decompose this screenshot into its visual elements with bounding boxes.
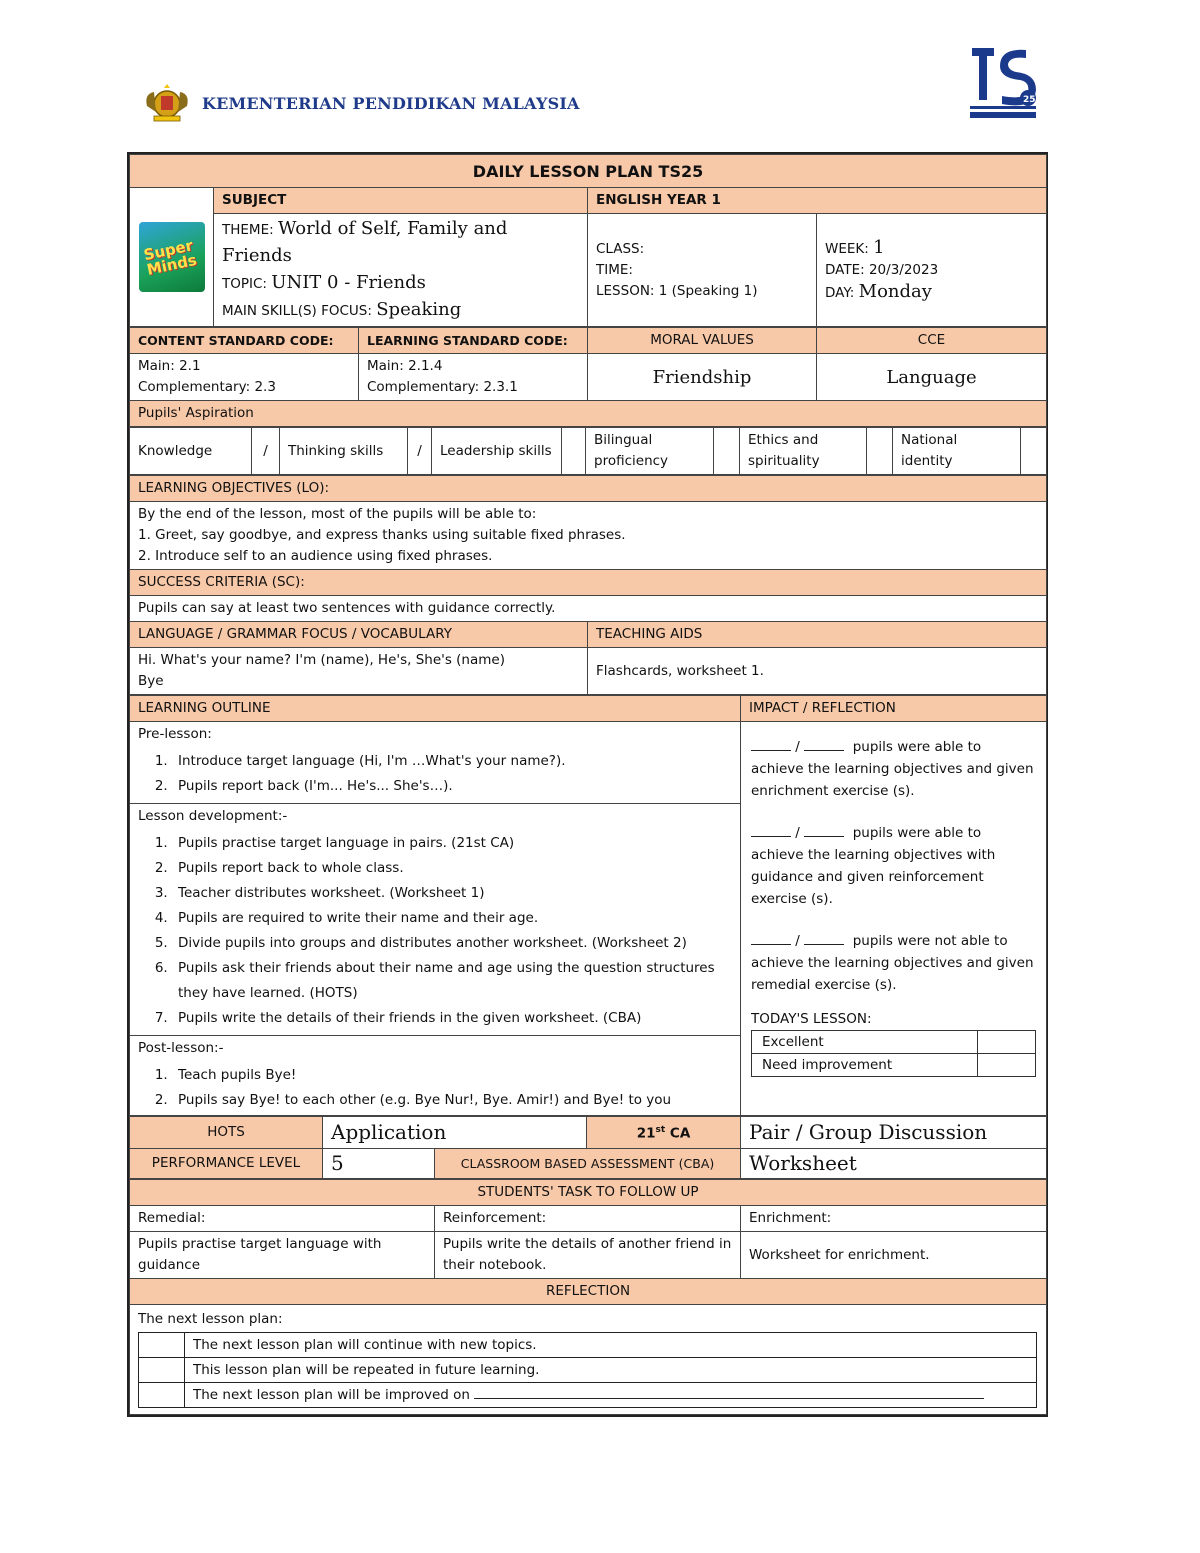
textbook-cover-icon: Super Minds bbox=[139, 222, 205, 292]
next-option-box[interactable] bbox=[139, 1333, 185, 1358]
impact-remedial-text: pupils were not able to achieve the learning objectives and given remedial exercise (s). bbox=[751, 933, 1034, 993]
class-time-cell bbox=[588, 214, 817, 327]
development-item: 3. Teacher distributes worksheet. (Worksheet 1) bbox=[172, 881, 732, 906]
date-value: 20/3/2023 bbox=[868, 261, 939, 278]
teaching-aids-value: Flashcards, worksheet 1. bbox=[588, 648, 1047, 695]
textbook-cover bbox=[130, 188, 214, 327]
plan-title: DAILY LESSON PLAN TS25 bbox=[130, 155, 1047, 188]
subject-value: ENGLISH YEAR 1 bbox=[588, 188, 1047, 214]
development-item: 5. Divide pupils into groups and distributes another worksheet. (Worksheet 2) bbox=[172, 931, 732, 956]
class-label: CLASS: bbox=[596, 240, 645, 257]
page-header bbox=[0, 0, 1200, 150]
aspiration-leadership-mark bbox=[562, 428, 586, 475]
cba-label: CLASSROOM BASED ASSESSMENT (CBA) bbox=[435, 1149, 741, 1179]
aspiration-leadership: Leadership skills bbox=[432, 428, 562, 475]
reinforcement-label: Reinforcement: bbox=[435, 1206, 741, 1232]
ministry-name: KEMENTERIAN PENDIDIKAN MALAYSIA bbox=[202, 94, 580, 113]
lesson-label: LESSON: bbox=[596, 282, 655, 299]
rating-excellent: Excellent bbox=[752, 1031, 978, 1054]
next-plan-options bbox=[138, 1332, 1037, 1408]
reflection-content bbox=[130, 1305, 1047, 1415]
pre-lesson-item: 1. Introduce target language (Hi, I'm …What's your name?). bbox=[172, 749, 732, 774]
post-lesson-item: 1. Teach pupils Bye! bbox=[172, 1063, 732, 1088]
enrichment-label: Enrichment: bbox=[741, 1206, 1047, 1232]
lo-item-1: 1. Greet, say goodbye, and express thanks using suitable fixed phrases. bbox=[138, 527, 626, 543]
learning-standard-values bbox=[359, 354, 588, 401]
development-item: 4. Pupils are required to write their name and their age. bbox=[172, 906, 732, 931]
development-item: 6. Pupils ask their friends about their name and age using the question structures they have learned. (HOTS) bbox=[172, 956, 732, 1006]
next-plan-label: The next lesson plan: bbox=[138, 1311, 283, 1327]
aspiration-thinking: Thinking skills bbox=[280, 428, 408, 475]
content-main: Main: 2.1 bbox=[138, 358, 201, 374]
aspiration-ethics-mark bbox=[867, 428, 893, 475]
impact-content bbox=[741, 722, 1047, 1116]
development-item: 7. Pupils write the details of their friends in the given worksheet. (CBA) bbox=[172, 1006, 732, 1031]
next-option-repeat: This lesson plan will be repeated in future learning. bbox=[185, 1358, 1037, 1383]
week-date-cell bbox=[817, 214, 1047, 327]
rating-need-improvement-box[interactable] bbox=[977, 1054, 1035, 1077]
outline-label: LEARNING OUTLINE bbox=[130, 696, 741, 722]
reinforcement-value: Pupils write the details of another friend in their notebook. bbox=[435, 1232, 741, 1279]
cce-value: Language bbox=[817, 354, 1047, 401]
time-label: TIME: bbox=[596, 261, 633, 278]
post-lesson-section bbox=[130, 1036, 740, 1115]
date-label: DATE: bbox=[825, 261, 865, 278]
language-focus-value bbox=[130, 648, 588, 695]
skill-label: MAIN SKILL(S) FOCUS: bbox=[222, 303, 372, 319]
impact-enrichment-text: pupils were able to achieve the learning objectives and given enrichment exercise (s). bbox=[751, 739, 1034, 799]
lesson-plan-table bbox=[127, 152, 1048, 1417]
day-label: DAY: bbox=[825, 284, 855, 301]
impact-enrichment: / pupils were able to achieve the learning objectives and given enrichment exercise (s). bbox=[751, 739, 1034, 799]
aspiration-label: Pupils' Aspiration bbox=[130, 401, 1047, 427]
performance-level-label: PERFORMANCE LEVEL bbox=[130, 1149, 323, 1179]
post-lesson-item: 2. Pupils say Bye! to each other (e.g. Bye Nur!, Bye. Amir!) and Bye! to you bbox=[172, 1088, 732, 1113]
week-label: WEEK: bbox=[825, 240, 869, 257]
lo-item-2: 2. Introduce self to an audience using fixed phrases. bbox=[138, 548, 493, 564]
next-option-box[interactable] bbox=[139, 1358, 185, 1383]
malaysia-crest-icon bbox=[142, 84, 192, 124]
topic-value: UNIT 0 - Friends bbox=[271, 272, 426, 293]
next-option-improve: The next lesson plan will be improved on bbox=[185, 1383, 1037, 1408]
sc-value: Pupils can say at least two sentences with guidance correctly. bbox=[130, 596, 1047, 622]
aspiration-knowledge-mark: / bbox=[252, 428, 280, 475]
impact-reinforcement-text: pupils were able to achieve the learning objectives with guidance and given reinforcement exercise (s). bbox=[751, 825, 996, 907]
pre-lesson-section bbox=[130, 722, 740, 804]
lo-content bbox=[130, 502, 1047, 570]
remedial-value: Pupils practise target language with guidance bbox=[130, 1232, 435, 1279]
ts25-logo-icon bbox=[964, 40, 1042, 124]
todays-lesson-rating bbox=[751, 1030, 1036, 1077]
aspiration-national-mark bbox=[1021, 428, 1047, 475]
ca-value: Pair / Group Discussion bbox=[741, 1117, 1047, 1149]
learning-complementary: Complementary: 2.3.1 bbox=[367, 379, 518, 395]
next-option-box[interactable] bbox=[139, 1383, 185, 1408]
cce-label: CCE bbox=[817, 328, 1047, 354]
impact-label: IMPACT / REFLECTION bbox=[741, 696, 1047, 722]
performance-level-value: 5 bbox=[323, 1149, 435, 1179]
followup-label: STUDENTS' TASK TO FOLLOW UP bbox=[130, 1180, 1047, 1206]
learning-standard-label: LEARNING STANDARD CODE: bbox=[359, 328, 588, 354]
language-line-1: Hi. What's your name? I'm (name), He's, She's (name) bbox=[138, 652, 505, 668]
enrichment-value: Worksheet for enrichment. bbox=[741, 1232, 1047, 1279]
day-value: Monday bbox=[858, 280, 932, 302]
todays-lesson-label: TODAY'S LESSON: bbox=[751, 1011, 872, 1027]
post-lesson-label: Post-lesson:- bbox=[138, 1040, 224, 1056]
theme-label: THEME: bbox=[222, 222, 274, 238]
development-item: 2. Pupils report back to whole class. bbox=[172, 856, 732, 881]
lesson-value: 1 (Speaking 1) bbox=[658, 282, 758, 299]
theme-value: World of Self, Family and Friends bbox=[222, 218, 508, 266]
lo-label: LEARNING OBJECTIVES (LO): bbox=[130, 476, 1047, 502]
content-standard-values bbox=[130, 354, 359, 401]
hots-label: HOTS bbox=[130, 1117, 323, 1149]
subject-label: SUBJECT bbox=[214, 188, 588, 214]
theme-topic-cell bbox=[214, 214, 588, 327]
lesson-development-label: Lesson development:- bbox=[138, 808, 288, 824]
week-value: 1 bbox=[873, 236, 885, 258]
reflection-label: REFLECTION bbox=[130, 1279, 1047, 1305]
rating-excellent-box[interactable] bbox=[977, 1031, 1035, 1054]
aspiration-national: National identity bbox=[893, 428, 1021, 475]
aspiration-bilingual: Bilingual proficiency bbox=[586, 428, 714, 475]
rating-need-improvement: Need improvement bbox=[752, 1054, 978, 1077]
content-standard-label: CONTENT STANDARD CODE: bbox=[130, 328, 359, 354]
aspiration-thinking-mark: / bbox=[408, 428, 432, 475]
hots-value: Application bbox=[323, 1117, 587, 1149]
lo-intro: By the end of the lesson, most of the pupils will be able to: bbox=[138, 506, 537, 522]
pre-lesson-label: Pre-lesson: bbox=[138, 726, 212, 742]
sc-label: SUCCESS CRITERIA (SC): bbox=[130, 570, 1047, 596]
content-complementary: Complementary: 2.3 bbox=[138, 379, 276, 395]
moral-values-label: MORAL VALUES bbox=[588, 328, 817, 354]
learning-main: Main: 2.1.4 bbox=[367, 358, 443, 374]
remedial-label: Remedial: bbox=[130, 1206, 435, 1232]
aspiration-knowledge: Knowledge bbox=[130, 428, 252, 475]
aspiration-ethics: Ethics and spirituality bbox=[740, 428, 867, 475]
cba-value: Worksheet bbox=[741, 1149, 1047, 1179]
aspiration-bilingual-mark bbox=[714, 428, 740, 475]
outline-content bbox=[130, 722, 741, 1116]
svg-text:25: 25 bbox=[1023, 95, 1036, 105]
language-line-2: Bye bbox=[138, 673, 164, 689]
pre-lesson-item: 2. Pupils report back (I'm... He's... She's…). bbox=[172, 774, 732, 799]
lesson-development-section bbox=[130, 804, 740, 1036]
skill-value: Speaking bbox=[376, 299, 462, 320]
moral-value: Friendship bbox=[588, 354, 817, 401]
topic-label: TOPIC: bbox=[222, 276, 267, 292]
development-item: 1. Pupils practise target language in pairs. (21st CA) bbox=[172, 831, 732, 856]
ca-label: 21st CA bbox=[587, 1117, 741, 1149]
language-focus-label: LANGUAGE / GRAMMAR FOCUS / VOCABULARY bbox=[130, 622, 588, 648]
teaching-aids-label: TEACHING AIDS bbox=[588, 622, 1047, 648]
impact-reinforcement: / pupils were able to achieve the learning objectives with guidance and given reinforcement exercise (s). bbox=[751, 825, 996, 907]
impact-remedial: / pupils were not able to achieve the learning objectives and given remedial exercise (s). bbox=[751, 933, 1034, 993]
next-option-continue: The next lesson plan will continue with new topics. bbox=[185, 1333, 1037, 1358]
